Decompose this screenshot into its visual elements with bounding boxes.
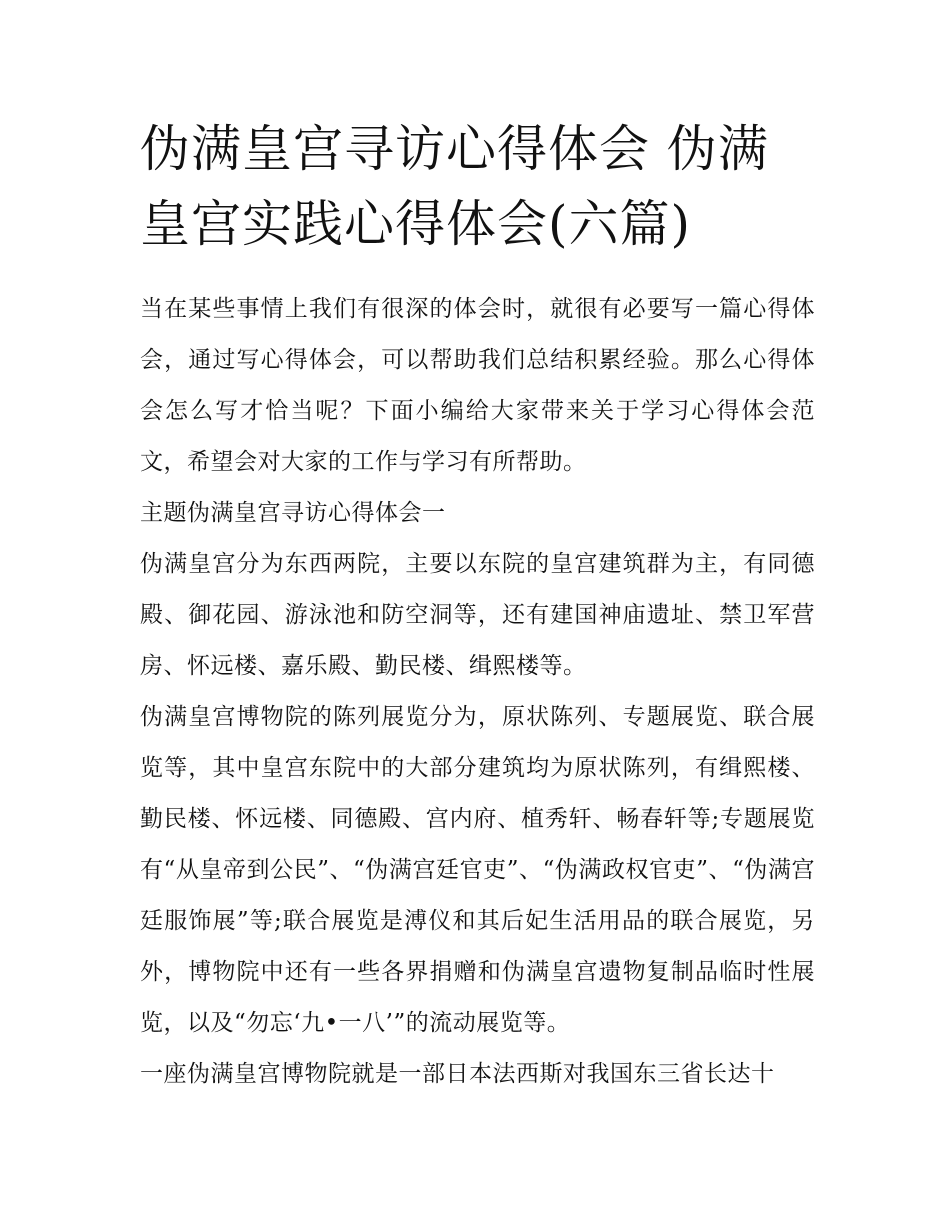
body-paragraph: 伪满皇宫博物院的陈列展览分为，原状陈列、专题展览、联合展览等，其中皇宫东院中的大部分建筑均为原状陈列，有缉熙楼、勤民楼、怀远楼、同德殿、宫内府、植秀轩、畅春轩等;专题展览有“从皇帝到公民”、“伪满宫廷官吏”、“伪满政权官吏”、“伪满宫廷服饰展”等;联合展览是溥仪和其后妃生活用品的联合展览，另外，博物院中还有一些各界捐赠和伪满皇宫遗物复制品临时性展览，以及“勿忘‘九•一八’”的流动展览等。 — [140, 704, 815, 1036]
body-paragraph: 一座伪满皇宫博物院就是一部日本法西斯对我国东三省长达十 — [140, 1061, 775, 1087]
section-heading: 主题伪满皇宫寻访心得体会一 — [140, 500, 446, 526]
intro-paragraph: 当在某些事情上我们有很深的体会时，就很有必要写一篇心得体会，通过写心得体会，可以帮助我们总结积累经验。那么心得体会怎么写才恰当呢？下面小编给大家带来关于学习心得体会范文，希望会对大家的工作与学习有所帮助。 — [140, 296, 815, 475]
body-paragraph: 伪满皇宫分为东西两院，主要以东院的皇宫建筑群为主，有同德殿、御花园、游泳池和防空洞等，还有建国神庙遗址、禁卫军营房、怀远楼、嘉乐殿、勤民楼、缉熙楼等。 — [140, 551, 815, 679]
document-body — [140, 112, 815, 1100]
document-title: 伪满皇宫寻访心得体会 伪满皇宫实践心得体会(六篇) — [140, 120, 769, 253]
